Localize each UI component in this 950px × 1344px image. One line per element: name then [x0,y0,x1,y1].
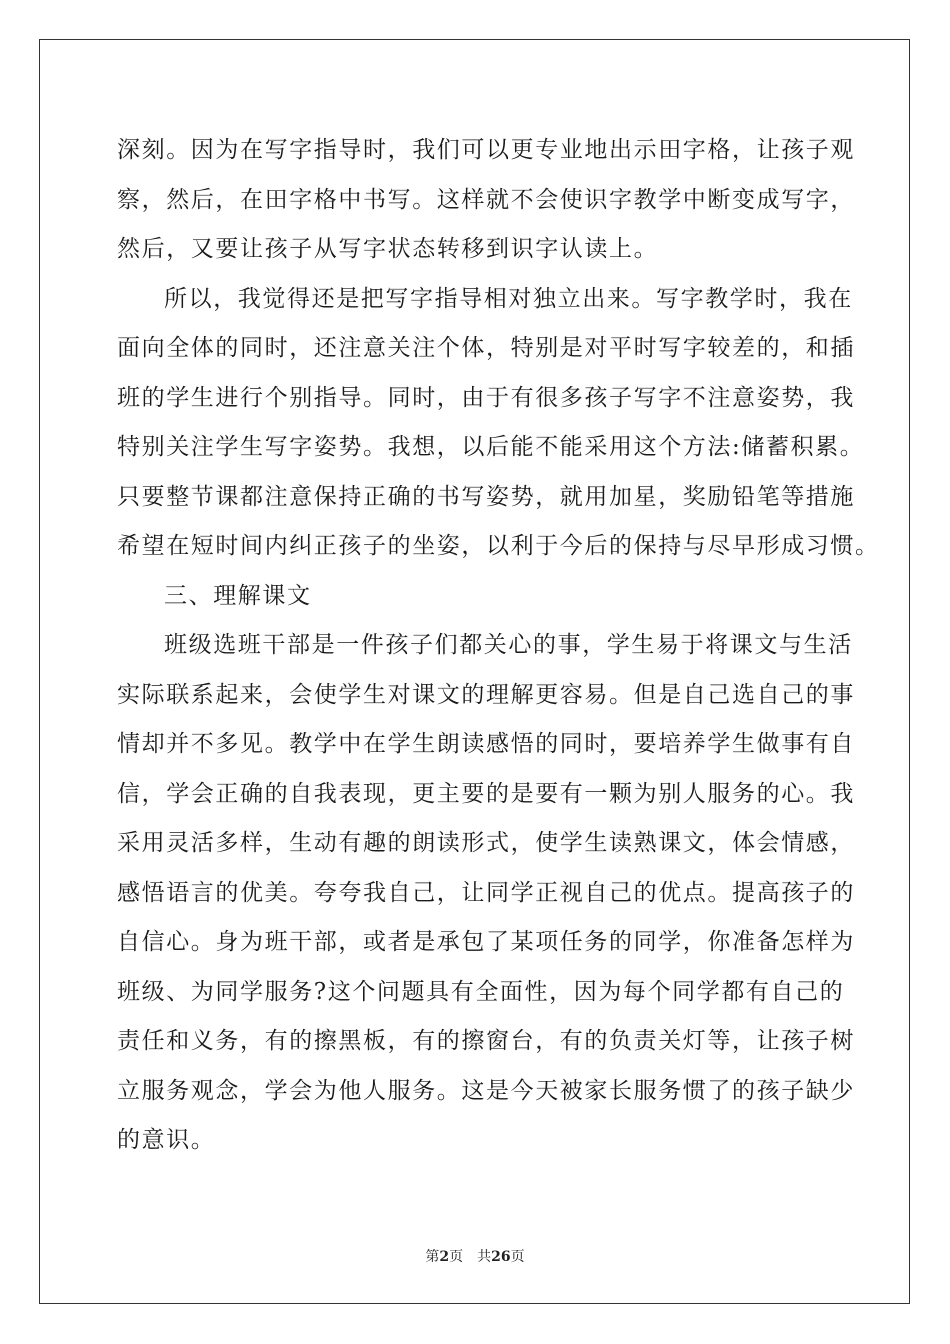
paragraph-start-line: 所以，我觉得还是把写字指导相对独立出来。写字教学时，我在 [164,285,853,312]
text-line: 深刻。因为在写字指导时，我们可以更专业地出示田字格，让孩子观 [117,137,855,163]
text-line: 责任和义务，有的擦黑板，有的擦窗台，有的负责关灯等，让孩子树 [117,1028,855,1054]
text-line: 察，然后，在田字格中书写。这样就不会使识字教学中断变成写字， [117,186,855,213]
total-pages: 26 [491,1249,511,1265]
text-line: 实际联系起来，会使学生对课文的理解更容易。但是自己选自己的事 [117,681,855,708]
page-number: 2 [439,1249,450,1265]
total-prefix: 共 [477,1249,492,1265]
text-line: 信，学会正确的自我表现，更主要的是要有一颗为别人服务的心。我 [117,780,855,807]
text-line: 的意识。 [117,1127,216,1153]
paragraph-start-line: 班级选班干部是一件孩子们都关心的事，学生易于将课文与生活 [164,632,853,658]
text-line: 情却并不多见。教学中在学生朗读感悟的同时，要培养学生做事有自 [117,731,855,757]
text-line: 特别关注学生写字姿势。我想，以后能不能采用这个方法:储蓄积累。 [117,434,865,460]
text-line: 然后，又要让孩子从写字状态转移到识字认读上。 [117,236,659,262]
page-footer [0,1246,950,1266]
text-line: 立服务观念，学会为他人服务。这是今天被家长服务惯了的孩子缺少 [117,1077,855,1104]
page-suffix: 页 [449,1249,464,1265]
section-heading: 三、理解课文 [164,582,312,609]
text-line: 自信心。身为班干部，或者是承包了某项任务的同学，你准备怎样为 [117,929,855,955]
text-line: 采用灵活多样，生动有趣的朗读形式，使学生读熟课文，体会情感， [117,830,855,856]
document-body [117,126,880,1166]
text-line: 班级、为同学服务?这个问题具有全面性，因为每个同学都有自己的 [117,978,845,1005]
total-suffix: 页 [510,1249,525,1265]
page-prefix: 第 [425,1249,440,1265]
text-line: 面向全体的同时，还注意关注个体，特别是对平时写字较差的，和插 [117,335,855,361]
text-line: 班的学生进行个别指导。同时，由于有很多孩子写字不注意姿势，我 [117,384,855,411]
text-line: 只要整节课都注意保持正确的书写姿势，就用加星，奖励铅笔等措施 [117,483,855,510]
text-line: 感悟语言的优美。夸夸我自己，让同学正视自己的优点。提高孩子的 [117,879,855,906]
text-line: 希望在短时间内纠正孩子的坐姿，以利于今后的保持与尽早形成习惯。 [117,533,880,559]
